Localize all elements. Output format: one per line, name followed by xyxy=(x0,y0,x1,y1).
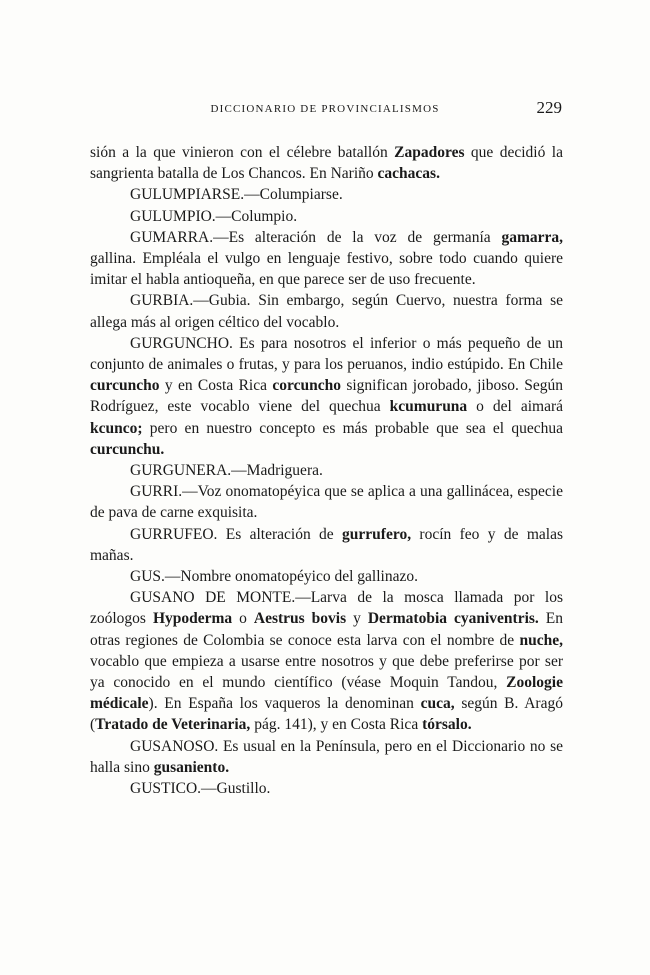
text-run: según B. Aragó ( xyxy=(90,695,563,734)
bold-term: Hypoderma xyxy=(152,610,233,628)
entry-text xyxy=(90,142,563,799)
bold-term: Tratado de Veterinaria, xyxy=(95,716,251,734)
dictionary-entry xyxy=(90,227,563,291)
text-run: o xyxy=(232,610,254,628)
bold-term: tórsalo. xyxy=(422,716,472,734)
text-run: GURRUFEO. Es alteración de xyxy=(130,525,343,543)
text-run: GULUMPIO.—Columpio. xyxy=(130,207,298,225)
text-run: o del aimará xyxy=(467,398,563,416)
dictionary-entry xyxy=(90,184,563,205)
text-run: GUSANOSO. Es usual en la Península, pero en el Diccionario no se halla sino xyxy=(90,737,563,776)
bold-term: cachacas. xyxy=(377,165,440,183)
dictionary-entry xyxy=(90,736,563,778)
dictionary-entry xyxy=(90,206,563,227)
bold-term: gamarra, xyxy=(501,228,563,246)
text-run: GUS.—Nombre onomatopéyico del gallinazo. xyxy=(130,568,418,586)
text-run: y xyxy=(346,610,368,628)
text-run: sión a la que vinieron con el célebre batallón xyxy=(90,144,395,161)
text-run: GUSTICO.—Gustillo. xyxy=(130,780,271,798)
dictionary-entry xyxy=(90,566,563,587)
bold-term: cuca, xyxy=(420,695,455,713)
text-run: rocín feo y de malas mañas. xyxy=(90,525,563,564)
dictionary-entry xyxy=(90,481,563,523)
text-run: gallina. Empléala el vulgo en lenguaje festivo, sobre todo cuando quiere imitar el habla antioqueña, en que parece ser de uso frecuente. xyxy=(90,250,563,289)
dictionary-entry xyxy=(90,460,563,481)
text-run: GUSANO DE MONTE.—Larva de la mosca llamada por los zoólogos xyxy=(90,589,563,628)
text-run: GUMARRA.—Es alteración de la voz de germanía xyxy=(130,228,502,246)
text-run: pero en nuestro concepto es más probable que sea el quechua xyxy=(142,419,563,437)
text-run: GURGUNCHO. Es para nosotros el inferior o más pequeño de un conjunto de animales o frutas, y para los peruanos, indio estúpido. En Chile xyxy=(90,334,563,374)
bold-term: kcunco; xyxy=(90,419,143,437)
text-run: GURRI.—Voz onomatopéyica que se aplica a una gallinácea, especie de pava de carne exquisita. xyxy=(90,483,563,522)
text-run: GURBIA.—Gubia. Sin embargo, según Cuervo, nuestra forma se allega más al origen céltico del vocablo. xyxy=(90,292,563,331)
text-run: GURGUNERA.—Madriguera. xyxy=(130,462,323,480)
text-run: significan jorobado, jiboso. Según Rodríguez, este vocablo viene del quechua xyxy=(90,377,563,416)
running-title: DICCIONARIO DE PROVINCIALISMOS xyxy=(210,103,440,115)
dictionary-entry xyxy=(90,524,563,566)
bold-term: curcunchu. xyxy=(90,440,165,458)
bold-term: Dermatobia cyaniventris. xyxy=(367,610,539,628)
page-number: 229 xyxy=(536,98,562,117)
text-run: vocablo que empieza a usarse entre nosotros y que debe preferirse por ser ya conocido en el mundo científico (véase Moquin Tandou, xyxy=(90,652,563,692)
bold-term: Zapadores xyxy=(394,144,465,161)
bold-term: corcuncho xyxy=(272,377,341,395)
continuation-paragraph xyxy=(90,142,563,184)
bold-term: gurrufero, xyxy=(342,525,412,543)
bold-term: gusaniento. xyxy=(153,758,230,776)
bold-term: curcuncho xyxy=(90,377,160,395)
dictionary-entry xyxy=(90,290,563,332)
bold-term: Aestrus bovis xyxy=(253,610,347,628)
text-run: GULUMPIARSE.—Columpiarse. xyxy=(130,186,343,204)
bold-term: Zoologie médicale xyxy=(90,674,563,713)
dictionary-entry xyxy=(90,333,563,460)
text-run: ). En España los vaqueros la denominan xyxy=(148,695,421,713)
text-run: que decidió la sangrienta batalla de Los Chancos. En Nariño xyxy=(90,144,563,183)
bold-term: nuche, xyxy=(519,631,563,649)
text-run: En otras regiones de Colombia se conoce esta larva con el nombre de xyxy=(90,610,564,649)
text-run: y en Costa Rica xyxy=(159,377,273,395)
bold-term: kcumuruna xyxy=(389,398,468,416)
dictionary-entry xyxy=(90,587,563,735)
text-run: pág. 141), y en Costa Rica xyxy=(250,716,423,734)
dictionary-entry xyxy=(90,778,563,799)
